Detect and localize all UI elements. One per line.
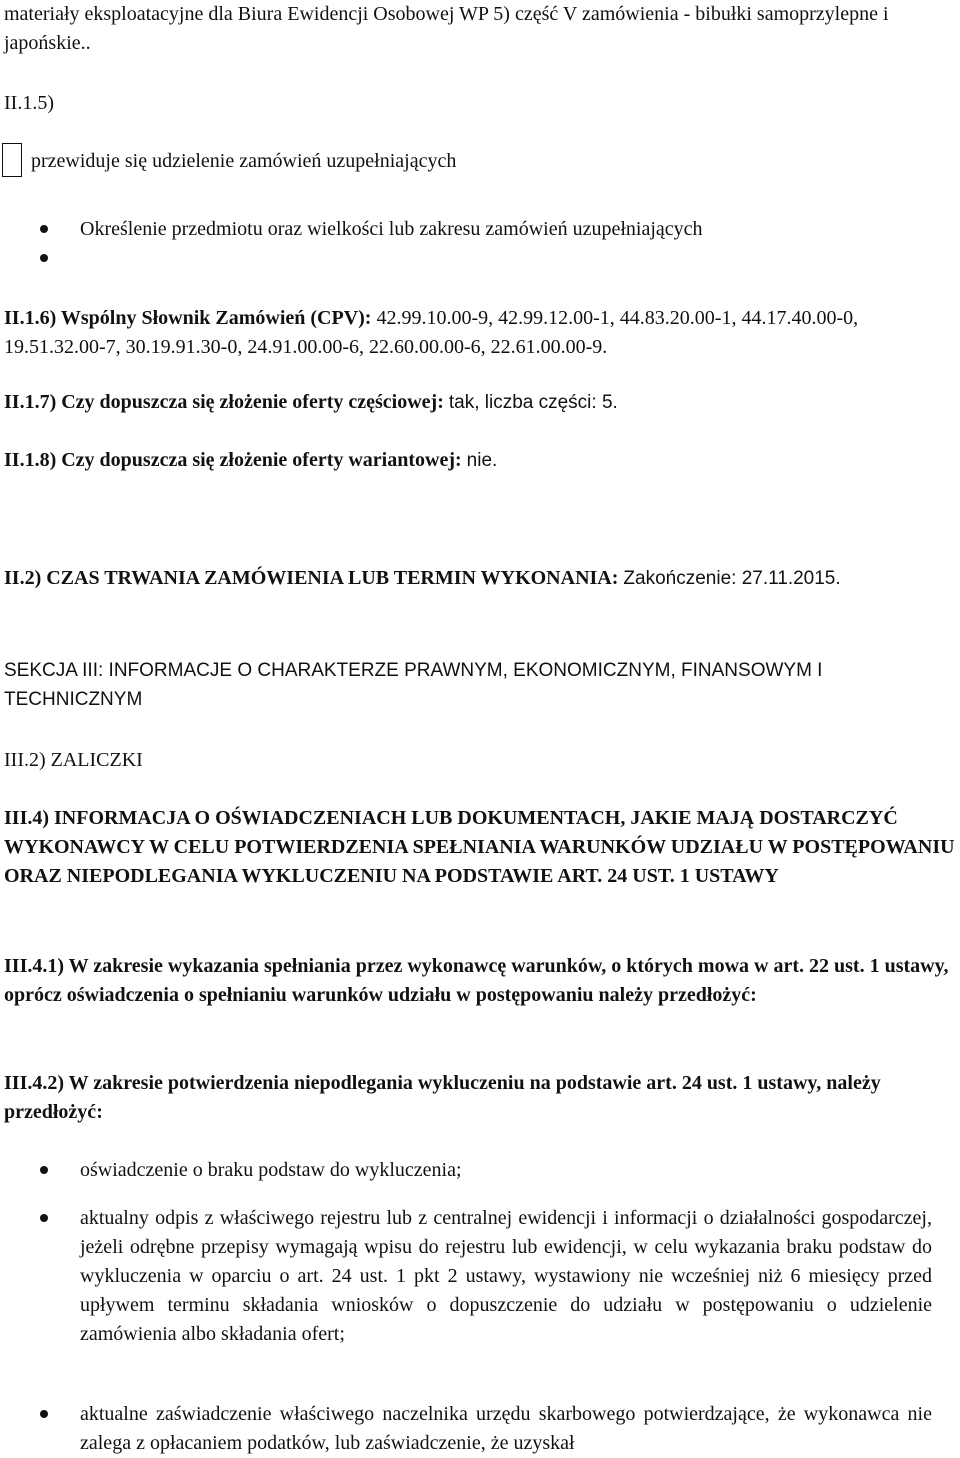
section-iii-4-heading: III.4) INFORMACJA O OŚWIADCZENIACH LUB DOKUMENTACH, JAKIE MAJĄ DOSTARCZYĆ WYKONAWCY W CELU POTWIERDZENIA SPEŁNIANIA WARUNKÓW UDZIAŁU W POSTĘPOWANIU ORAZ NIEPODLEGANIA WYKLUCZENIU NA PODSTAWIE ART. 24 UST. 1 USTAWY — [4, 807, 955, 887]
list-item: Określenie przedmiotu oraz wielkości lub zakresu zamówień uzupełniających — [80, 218, 703, 240]
bullet-icon — [40, 1166, 48, 1174]
bullet-icon — [40, 1214, 48, 1222]
intro-paragraph: materiały eksploatacyjne dla Biura Ewidencji Osobowej WP 5) część V zamówienia - bibułki samoprzylepne i japońskie.. — [4, 3, 889, 54]
variant-offer-value: nie. — [466, 450, 498, 471]
section-ii-1-7 — [4, 388, 956, 417]
variant-offer-label: II.1.8) Czy dopuszcza się złożenie oferty wariantowej: — [4, 449, 462, 471]
bullet-icon — [40, 254, 48, 262]
partial-offer-label: II.1.7) Czy dopuszcza się złożenie oferty częściowej: — [4, 391, 444, 413]
checkbox-icon — [2, 143, 22, 177]
list-item: oświadczenie o braku podstaw do wykluczenia; — [80, 1159, 462, 1181]
section-ii-1-6 — [4, 304, 956, 362]
bullet-icon — [40, 225, 48, 233]
duration-label: II.2) CZAS TRWANIA ZAMÓWIENIA LUB TERMIN WYKONANIA: — [4, 567, 619, 589]
list-item: aktualne zaświadczenie właściwego naczelnika urzędu skarbowego potwierdzające, że wykonawca nie zalega z opłacaniem podatków, lub zaświadczenie, że uzyskał — [80, 1403, 932, 1454]
section-ii-1-8 — [4, 446, 956, 475]
section-iii-4-2-heading: III.4.2) W zakresie potwierdzenia niepodlegania wykluczeniu na podstawie art. 24 ust. 1 ustawy, należy przedłożyć: — [4, 1072, 881, 1123]
section-iii-4-1-heading: III.4.1) W zakresie wykazania spełniania przez wykonawcę warunków, o których mowa w art. 22 ust. 1 ustawy, oprócz oświadczenia o spełnianiu warunków udziału w postępowaniu należy przedłożyć: — [4, 955, 949, 1006]
partial-offer-value: tak, liczba części: 5. — [448, 392, 618, 413]
section-ii-2 — [4, 564, 956, 593]
duration-value: Zakończenie: 27.11.2015. — [623, 568, 841, 589]
cpv-label: II.1.6) Wspólny Słownik Zamówień (CPV): — [4, 307, 372, 329]
supplementary-orders-label: przewiduje się udzielenie zamówień uzupełniających — [31, 150, 457, 172]
section-ii-1-5-heading: II.1.5) — [4, 92, 54, 114]
list-item: aktualny odpis z właściwego rejestru lub z centralnej ewidencji i informacji o działalności gospodarczej, jeżeli odrębne przepisy wymagają wpisu do rejestru lub ewidencji, w celu wykazania braku podstaw do wykluczenia w oparciu o art. 24 ust. 1 pkt 2 ustawy, wystawiony nie wcześniej niż 6 miesięcy przed upływem terminu składania wniosków o dopuszczenie do udziału w postępowaniu o udzielenie zamówienia albo składania ofert; — [80, 1207, 932, 1345]
section-iii-2-heading: III.2) ZALICZKI — [4, 749, 143, 771]
cpv-codes: 42.99.10.00-9, 42.99.12.00-1, 44.83.20.00-1, 44.17.40.00-0, 19.51.32.00-7, 30.19.91.30-0, 24.91.00.00-6, 22.60.00.00-6, 22.61.00.00-9. — [4, 307, 859, 358]
bullet-icon — [40, 1410, 48, 1418]
section-iii-heading: SEKCJA III: INFORMACJE O CHARAKTERZE PRAWNYM, EKONOMICZNYM, FINANSOWYM I TECHNICZNYM — [4, 660, 823, 710]
